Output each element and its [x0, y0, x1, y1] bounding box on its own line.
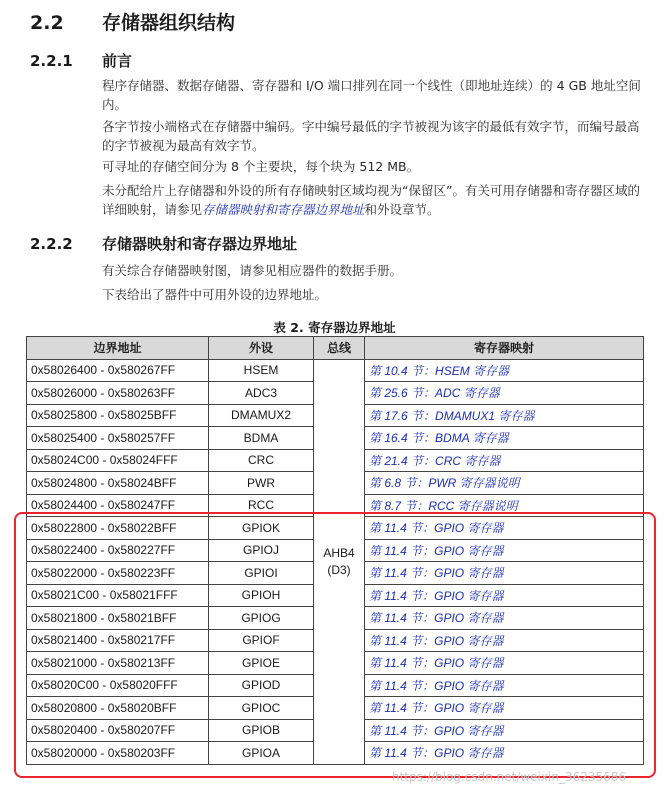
- address-cell: 0x58024400 - 0x580247FF: [27, 494, 209, 517]
- register-map-link[interactable]: 第 11.4 节：GPIO 寄存器: [365, 674, 644, 697]
- peripheral-cell: GPIOH: [209, 584, 314, 607]
- section-number: 2.2: [30, 12, 64, 34]
- address-cell: 0x58021C00 - 0x58021FFF: [27, 584, 209, 607]
- subsection-title: 前言: [102, 52, 133, 70]
- address-cell: 0x58026000 - 0x580263FF: [27, 382, 209, 405]
- bus-name: AHB4: [323, 545, 355, 560]
- peripheral-cell: GPIOE: [209, 652, 314, 675]
- peripheral-cell: GPIOC: [209, 697, 314, 720]
- register-map-link[interactable]: 第 6.8 节：PWR 寄存器说明: [365, 472, 644, 495]
- peripheral-cell: DMAMUX2: [209, 404, 314, 427]
- register-map-link[interactable]: 第 21.4 节：CRC 寄存器: [365, 449, 644, 472]
- register-map-link[interactable]: 第 11.4 节：GPIO 寄存器: [365, 539, 644, 562]
- subsection-heading-memory-map: [30, 233, 297, 254]
- address-cell: 0x58020800 - 0x58020BFF: [27, 697, 209, 720]
- peripheral-cell: GPIOJ: [209, 539, 314, 562]
- memory-map-link[interactable]: 存储器映射和寄存器边界地址: [202, 202, 365, 217]
- address-cell: 0x58021800 - 0x58021BFF: [27, 607, 209, 630]
- address-cell: 0x58021400 - 0x580217FF: [27, 629, 209, 652]
- paragraph-text: 未分配给片上存储器和外设的所有存储映射区域均视为“保留区”。有关可用存储器和寄存器区域的详细映射，请参见: [102, 183, 640, 217]
- address-cell: 0x58020400 - 0x580207FF: [27, 719, 209, 742]
- peripheral-cell: GPIOF: [209, 629, 314, 652]
- peripheral-cell: ADC3: [209, 382, 314, 405]
- address-cell: 0x58025800 - 0x58025BFF: [27, 404, 209, 427]
- address-cell: 0x58022000 - 0x580223FF: [27, 562, 209, 585]
- address-cell: 0x58020000 - 0x580203FF: [27, 742, 209, 765]
- paragraph: 下表给出了器件中可用外设的边界地址。: [102, 287, 328, 302]
- paragraph: 有关综合存储器映射图，请参见相应器件的数据手册。: [102, 263, 403, 278]
- peripheral-cell: HSEM: [209, 359, 314, 382]
- register-map-link[interactable]: 第 25.6 节：ADC 寄存器: [365, 382, 644, 405]
- table-row: [27, 359, 644, 382]
- peripheral-cell: CRC: [209, 449, 314, 472]
- peripheral-cell: GPIOK: [209, 517, 314, 540]
- section-heading: [30, 8, 235, 35]
- register-map-link[interactable]: 第 11.4 节：GPIO 寄存器: [365, 517, 644, 540]
- paragraph: 程序存储器、数据存储器、寄存器和 I/O 端口排列在同一个线性（即地址连续）的 4 GB 地址空间内。: [102, 78, 641, 112]
- address-cell: 0x58022800 - 0x58022BFF: [27, 517, 209, 540]
- register-map-link[interactable]: 第 17.6 节：DMAMUX1 寄存器: [365, 404, 644, 427]
- paragraph-reserved-area: [102, 181, 642, 219]
- column-header-bus: 总线: [314, 337, 365, 360]
- register-map-link[interactable]: 第 11.4 节：GPIO 寄存器: [365, 607, 644, 630]
- peripheral-cell: GPIOG: [209, 607, 314, 630]
- column-header-register-map: 寄存器映射: [365, 337, 644, 360]
- address-cell: 0x58025400 - 0x580257FF: [27, 427, 209, 450]
- peripheral-cell: RCC: [209, 494, 314, 517]
- subsection-number: 2.2.2: [30, 235, 73, 253]
- register-map-link[interactable]: 第 11.4 节：GPIO 寄存器: [365, 719, 644, 742]
- register-map-link[interactable]: 第 10.4 节：HSEM 寄存器: [365, 359, 644, 382]
- register-map-link[interactable]: 第 11.4 节：GPIO 寄存器: [365, 697, 644, 720]
- column-header-peripheral: 外设: [209, 337, 314, 360]
- column-header-address: 边界地址: [27, 337, 209, 360]
- register-map-link[interactable]: 第 11.4 节：GPIO 寄存器: [365, 652, 644, 675]
- address-cell: 0x58026400 - 0x580267FF: [27, 359, 209, 382]
- register-map-link[interactable]: 第 11.4 节：GPIO 寄存器: [365, 562, 644, 585]
- subsection-heading-intro: [30, 50, 132, 71]
- peripheral-cell: BDMA: [209, 427, 314, 450]
- address-cell: 0x58021000 - 0x580213FF: [27, 652, 209, 675]
- watermark: https://blog.csdn.net/weixin_36235686: [392, 770, 627, 784]
- subsection-title: 存储器映射和寄存器边界地址: [102, 235, 298, 253]
- address-cell: 0x58022400 - 0x580227FF: [27, 539, 209, 562]
- address-cell: 0x58024800 - 0x58024BFF: [27, 472, 209, 495]
- peripheral-cell: GPIOI: [209, 562, 314, 585]
- bus-cell: [314, 359, 365, 764]
- paragraph-text: 和外设章节。: [364, 202, 440, 217]
- address-cell: 0x58020C00 - 0x58020FFF: [27, 674, 209, 697]
- address-cell: 0x58024C00 - 0x58024FFF: [27, 449, 209, 472]
- register-map-link[interactable]: 第 8.7 节：RCC 寄存器说明: [365, 494, 644, 517]
- register-map-link[interactable]: 第 11.4 节：GPIO 寄存器: [365, 629, 644, 652]
- bus-domain: (D3): [327, 562, 351, 577]
- table-caption: 表 2. 寄存器边界地址: [273, 320, 396, 335]
- subsection-number: 2.2.1: [30, 52, 73, 70]
- register-map-link[interactable]: 第 16.4 节：BDMA 寄存器: [365, 427, 644, 450]
- peripheral-cell: GPIOB: [209, 719, 314, 742]
- peripheral-cell: GPIOA: [209, 742, 314, 765]
- paragraph: 可寻址的存储空间分为 8 个主要块，每个块为 512 MB。: [102, 159, 420, 174]
- peripheral-cell: PWR: [209, 472, 314, 495]
- paragraph: 各字节按小端格式在存储器中编码。字中编号最低的字节被视为该字的最低有效字节，而编号最高的字节被视为最高有效字节。: [102, 119, 640, 153]
- register-map-link[interactable]: 第 11.4 节：GPIO 寄存器: [365, 742, 644, 765]
- register-map-link[interactable]: 第 11.4 节：GPIO 寄存器: [365, 584, 644, 607]
- register-boundary-table: [26, 336, 644, 765]
- peripheral-cell: GPIOD: [209, 674, 314, 697]
- section-title: 存储器组织结构: [102, 12, 236, 34]
